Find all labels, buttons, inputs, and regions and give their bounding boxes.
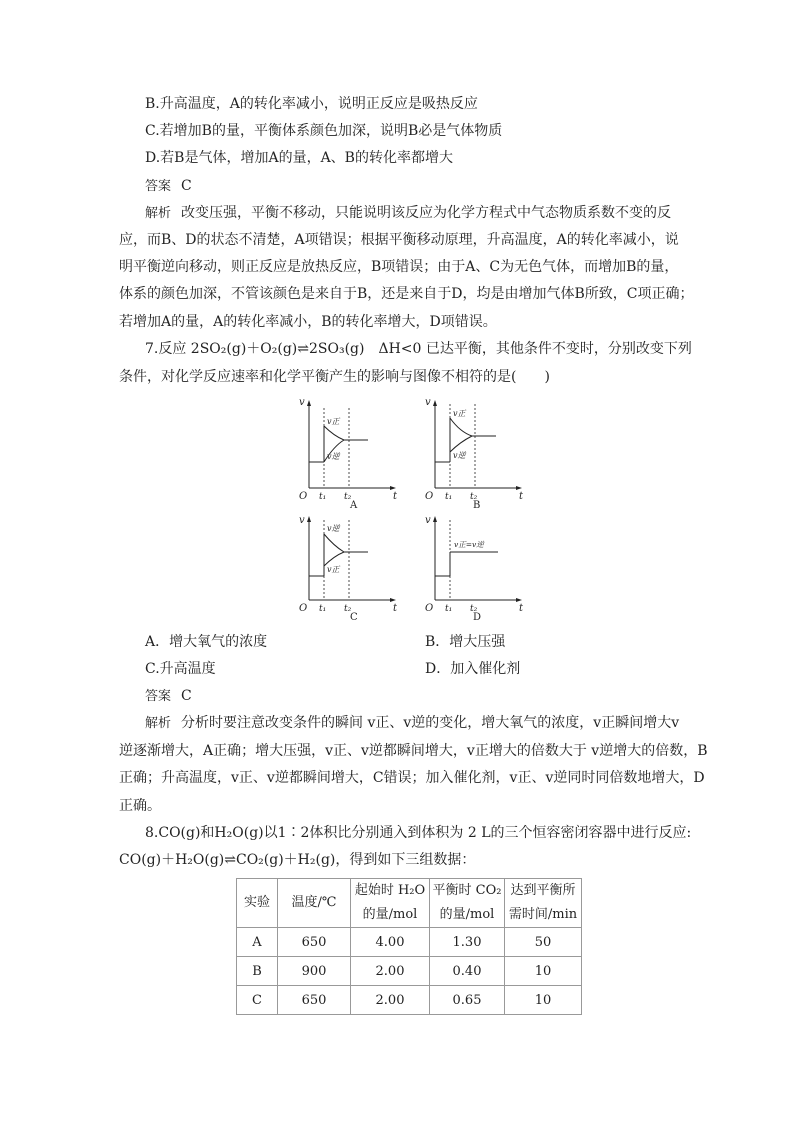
q7-option-c: C.升高温度 bbox=[145, 661, 216, 677]
header-cell: 达到平衡所 需时间/min bbox=[505, 879, 582, 928]
q8-stem-line-1: 8.CO(g)和H₂O(g)以1∶2体积比分别通入到体积为 2 L的三个恒容密闭容器中进行反应: bbox=[145, 825, 692, 841]
origin-label: O bbox=[425, 491, 434, 502]
axis-t-label: t bbox=[393, 491, 398, 502]
table-cell: 650 bbox=[278, 928, 351, 957]
axis-t-label: t bbox=[519, 603, 524, 614]
graph-a bbox=[294, 396, 402, 512]
table-cell: 0.40 bbox=[430, 957, 505, 986]
table-cell: 0.65 bbox=[430, 986, 505, 1015]
q7-explanation-line-1 bbox=[145, 713, 679, 734]
t1-label: t₁ bbox=[319, 492, 327, 502]
q7-explanation-line-3: 正确；升高温度，v正、v逆都瞬间增大，C错误；加入催化剂，v正、v逆同时同倍数地增大，D bbox=[119, 770, 705, 786]
curve-label: v正=v逆 bbox=[454, 540, 484, 549]
t2-label: t₂ bbox=[344, 604, 352, 614]
graph-a-svg bbox=[294, 396, 402, 512]
q7-stem-line-2: 条件，对化学反应速率和化学平衡产生的影响与图像不相符的是( ) bbox=[119, 369, 550, 385]
t2-label: t₂ bbox=[344, 492, 352, 502]
table-cell: 900 bbox=[278, 957, 351, 986]
q7-stem-line-1: 7.反应 2SO₂(g)＋O₂(g)⇌2SO₃(g) ΔH<0 已达平衡，其他条件不变时，分别改变下列 bbox=[145, 341, 692, 357]
q6-explanation-line-5: 若增加A的量，A的转化率减小，B的转化率增大，D项错误。 bbox=[119, 314, 497, 330]
table-cell: 2.00 bbox=[351, 986, 430, 1015]
table-cell: 10 bbox=[505, 986, 582, 1015]
q6-explanation-line-1 bbox=[145, 203, 671, 224]
graph-c-caption: C bbox=[350, 612, 358, 623]
axis-t-label: t bbox=[393, 603, 398, 614]
graph-d bbox=[420, 514, 528, 614]
q6-answer bbox=[145, 176, 192, 197]
explanation-text: 改变压强，平衡不移动，只能说明该反应为化学方程式中气态物质系数不变的反 bbox=[181, 205, 672, 221]
axis-v-label: v bbox=[299, 397, 305, 408]
q7-explanation-line-4: 正确。 bbox=[119, 798, 161, 814]
lower-curve-label: v正 bbox=[327, 565, 340, 574]
answer-value: C bbox=[181, 178, 192, 194]
table-cell: 10 bbox=[505, 957, 582, 986]
t2-label: t₂ bbox=[470, 492, 478, 502]
origin-label: O bbox=[299, 603, 308, 614]
explanation-text: 分析时要注意改变条件的瞬间 v正、v逆的变化，增大氧气的浓度，v正瞬间增大v bbox=[181, 715, 680, 731]
answer-value: C bbox=[181, 688, 192, 704]
table-cell: 2.00 bbox=[351, 957, 430, 986]
table-cell: 650 bbox=[278, 986, 351, 1015]
axis-v-label: v bbox=[425, 515, 431, 526]
experiment-data-table bbox=[236, 878, 582, 1015]
table-cell: C bbox=[237, 986, 278, 1015]
axis-t-label: t bbox=[519, 491, 524, 502]
origin-label: O bbox=[425, 603, 434, 614]
q7-option-d: D．加入催化剂 bbox=[425, 661, 521, 677]
t2-label: t₂ bbox=[470, 604, 478, 614]
table-row bbox=[237, 957, 582, 986]
graph-a-caption: A bbox=[350, 500, 358, 511]
q6-option-d: D.若B是气体，增加A的量，A、B的转化率都增大 bbox=[145, 150, 453, 166]
header-cell: 温度/℃ bbox=[278, 879, 351, 928]
table-cell: 4.00 bbox=[351, 928, 430, 957]
q6-explanation-line-4: 体系的颜色加深，不管该颜色是来自于B，还是来自于D，均是由增加气体B所致，C项正确； bbox=[119, 286, 694, 302]
axis-v-label: v bbox=[425, 397, 431, 408]
q7-option-b: B．增大压强 bbox=[425, 634, 506, 650]
explanation-label: 解析 bbox=[145, 716, 172, 731]
q6-explanation-line-2: 应，而B、D的状态不清楚，A项错误；根据平衡移动原理，升高温度，A的转化率减小，说 bbox=[119, 232, 679, 248]
header-cell: 起始时 H₂O 的量/mol bbox=[351, 879, 430, 928]
table-cell: 1.30 bbox=[430, 928, 505, 957]
graph-d-caption: D bbox=[473, 612, 482, 623]
t1-label: t₁ bbox=[319, 604, 327, 614]
lower-curve-label: v逆 bbox=[327, 452, 340, 461]
answer-label: 答案 bbox=[145, 179, 172, 194]
graph-b-svg bbox=[420, 396, 528, 512]
graph-c-svg bbox=[294, 514, 402, 614]
q6-explanation-line-3: 明平衡逆向移动，则正反应是放热反应，B项错误；由于A、C为无色气体，而增加B的量， bbox=[119, 259, 679, 275]
t1-label: t₁ bbox=[445, 604, 453, 614]
table-header-row bbox=[237, 879, 582, 928]
graph-c bbox=[294, 514, 402, 614]
t1-label: t₁ bbox=[445, 492, 453, 502]
origin-label: O bbox=[299, 491, 308, 502]
q7-explanation-line-2: 逆逐渐增大，A正确；增大压强，v正、v逆都瞬间增大，v正增大的倍数大于 v逆增大的倍数，B bbox=[119, 743, 708, 759]
lower-curve-label: v逆 bbox=[453, 451, 466, 460]
upper-curve-label: v正 bbox=[327, 417, 340, 426]
upper-curve-label: v逆 bbox=[327, 524, 340, 533]
q7-answer bbox=[145, 686, 192, 707]
header-cell: 平衡时 CO₂ 的量/mol bbox=[430, 879, 505, 928]
table-cell: 50 bbox=[505, 928, 582, 957]
graph-b-caption: B bbox=[473, 500, 481, 511]
table-cell: A bbox=[237, 928, 278, 957]
upper-curve-label: v正 bbox=[453, 409, 466, 418]
q8-stem-line-2: CO(g)＋H₂O(g)⇌CO₂(g)＋H₂(g)，得到如下三组数据： bbox=[119, 852, 476, 868]
q7-option-a: A．增大氧气的浓度 bbox=[145, 634, 268, 650]
axis-v-label: v bbox=[299, 515, 305, 526]
table-row bbox=[237, 986, 582, 1015]
explanation-label: 解析 bbox=[145, 206, 172, 221]
table-cell: B bbox=[237, 957, 278, 986]
q6-option-b: B.升高温度，A的转化率减小，说明正反应是吸热反应 bbox=[145, 96, 478, 112]
graph-d-svg bbox=[420, 514, 528, 614]
answer-label: 答案 bbox=[145, 689, 172, 704]
graph-b bbox=[420, 396, 528, 512]
table-row bbox=[237, 928, 582, 957]
q6-option-c: C.若增加B的量，平衡体系颜色加深，说明B必是气体物质 bbox=[145, 123, 503, 139]
header-cell: 实验 bbox=[237, 879, 278, 928]
